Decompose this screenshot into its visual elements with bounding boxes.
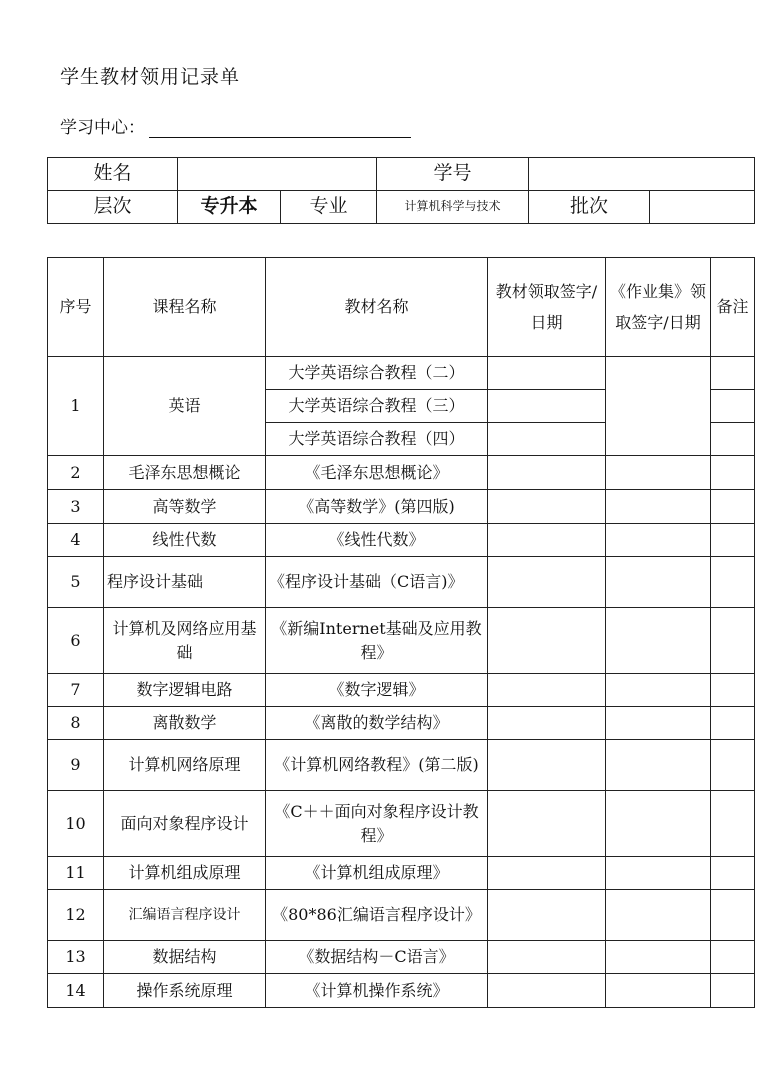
homework-sign-cell[interactable] <box>606 674 711 707</box>
header-note: 备注 <box>711 258 755 357</box>
course-name: 计算机及网络应用基础 <box>104 608 266 674</box>
textbook-sign-cell[interactable] <box>488 791 606 857</box>
course-name: 面向对象程序设计 <box>104 791 266 857</box>
course-name: 离散数学 <box>104 707 266 740</box>
course-name: 计算机组成原理 <box>104 857 266 890</box>
table-row <box>48 857 755 890</box>
course-name: 汇编语言程序设计 <box>104 890 266 941</box>
major-value: 计算机科学与技术 <box>377 191 529 224</box>
homework-sign-cell[interactable] <box>606 974 711 1008</box>
note-cell[interactable] <box>711 390 755 423</box>
header-course: 课程名称 <box>104 258 266 357</box>
textbook-sign-cell[interactable] <box>488 941 606 974</box>
name-value[interactable] <box>178 158 377 191</box>
table-row <box>48 791 755 857</box>
homework-sign-cell[interactable] <box>606 890 711 941</box>
textbook-name: 大学英语综合教程（二） <box>266 357 488 390</box>
row-number: 10 <box>48 791 104 857</box>
textbook-name: 《新编Internet基础及应用教程》 <box>266 608 488 674</box>
table-row <box>48 707 755 740</box>
row-number: 11 <box>48 857 104 890</box>
row-number: 9 <box>48 740 104 791</box>
course-name: 数据结构 <box>104 941 266 974</box>
note-cell[interactable] <box>711 791 755 857</box>
level-value: 专升本 <box>178 191 281 224</box>
row-number: 8 <box>48 707 104 740</box>
course-name: 线性代数 <box>104 524 266 557</box>
textbook-record-table <box>47 257 755 1008</box>
textbook-name: 《计算机操作系统》 <box>266 974 488 1008</box>
textbook-name: 《C＋＋面向对象程序设计教程》 <box>266 791 488 857</box>
homework-sign-cell[interactable] <box>606 740 711 791</box>
homework-sign-cell[interactable] <box>606 490 711 524</box>
homework-sign-cell[interactable] <box>606 857 711 890</box>
textbook-sign-cell[interactable] <box>488 857 606 890</box>
textbook-name: 《离散的数学结构》 <box>266 707 488 740</box>
page-title: 学生教材领用记录单 <box>60 66 241 88</box>
textbook-sign-cell[interactable] <box>488 423 606 456</box>
level-label: 层次 <box>48 191 178 224</box>
textbook-sign-cell[interactable] <box>488 490 606 524</box>
row-number: 3 <box>48 490 104 524</box>
row-number: 4 <box>48 524 104 557</box>
homework-sign-cell[interactable] <box>606 608 711 674</box>
table-row <box>48 608 755 674</box>
row-number: 14 <box>48 974 104 1008</box>
note-cell[interactable] <box>711 490 755 524</box>
textbook-name: 《80*86汇编语言程序设计》 <box>266 890 488 941</box>
learning-center-blank[interactable] <box>149 117 411 138</box>
note-cell[interactable] <box>711 456 755 490</box>
row-number: 13 <box>48 941 104 974</box>
textbook-sign-cell[interactable] <box>488 740 606 791</box>
note-cell[interactable] <box>711 941 755 974</box>
homework-sign-cell[interactable] <box>606 791 711 857</box>
row-number: 1 <box>48 357 104 456</box>
batch-value[interactable] <box>650 191 755 224</box>
name-label: 姓名 <box>48 158 178 191</box>
row-number: 2 <box>48 456 104 490</box>
homework-sign-cell[interactable] <box>606 941 711 974</box>
table-row <box>48 674 755 707</box>
course-name: 操作系统原理 <box>104 974 266 1008</box>
note-cell[interactable] <box>711 357 755 390</box>
textbook-sign-cell[interactable] <box>488 890 606 941</box>
textbook-name: 大学英语综合教程（四） <box>266 423 488 456</box>
textbook-name: 《数字逻辑》 <box>266 674 488 707</box>
note-cell[interactable] <box>711 524 755 557</box>
textbook-name: 《程序设计基础（C语言)》 <box>266 557 488 608</box>
table-row <box>48 941 755 974</box>
course-name: 计算机网络原理 <box>104 740 266 791</box>
textbook-sign-cell[interactable] <box>488 524 606 557</box>
header-book: 教材名称 <box>266 258 488 357</box>
student-info-table <box>47 157 755 224</box>
course-name: 毛泽东思想概论 <box>104 456 266 490</box>
textbook-name: 《线性代数》 <box>266 524 488 557</box>
table-row <box>48 974 755 1008</box>
row-number: 5 <box>48 557 104 608</box>
note-cell[interactable] <box>711 423 755 456</box>
homework-sign-cell[interactable] <box>606 456 711 490</box>
header-homework-sign: 《作业集》领取签字/日期 <box>606 258 711 357</box>
student-id-value[interactable] <box>529 158 755 191</box>
note-cell[interactable] <box>711 857 755 890</box>
note-cell[interactable] <box>711 740 755 791</box>
textbook-sign-cell[interactable] <box>488 456 606 490</box>
table-row <box>48 557 755 608</box>
course-name: 程序设计基础 <box>104 557 266 608</box>
learning-center-label: 学习中心： <box>60 118 145 138</box>
course-name: 高等数学 <box>104 490 266 524</box>
course-name: 英语 <box>104 357 266 456</box>
textbook-sign-cell[interactable] <box>488 557 606 608</box>
textbook-name: 《数据结构－C语言》 <box>266 941 488 974</box>
table-row <box>48 490 755 524</box>
row-number: 7 <box>48 674 104 707</box>
learning-center-line <box>60 113 411 138</box>
textbook-name: 《毛泽东思想概论》 <box>266 456 488 490</box>
table-row <box>48 740 755 791</box>
textbook-name: 《计算机网络教程》(第二版) <box>266 740 488 791</box>
table-row <box>48 524 755 557</box>
note-cell[interactable] <box>711 707 755 740</box>
textbook-name: 《计算机组成原理》 <box>266 857 488 890</box>
textbook-sign-cell[interactable] <box>488 357 606 390</box>
textbook-name: 《高等数学》(第四版) <box>266 490 488 524</box>
textbook-sign-cell[interactable] <box>488 674 606 707</box>
homework-sign-cell[interactable] <box>606 524 711 557</box>
homework-sign-cell[interactable] <box>606 357 711 456</box>
header-book-sign: 教材领取签字/日期 <box>488 258 606 357</box>
header-row <box>48 258 755 357</box>
table-row <box>48 890 755 941</box>
note-cell[interactable] <box>711 608 755 674</box>
row-number: 6 <box>48 608 104 674</box>
batch-label: 批次 <box>529 191 650 224</box>
homework-sign-cell[interactable] <box>606 557 711 608</box>
textbook-sign-cell[interactable] <box>488 390 606 423</box>
student-id-label: 学号 <box>377 158 529 191</box>
table-row <box>48 456 755 490</box>
note-cell[interactable] <box>711 674 755 707</box>
textbook-sign-cell[interactable] <box>488 707 606 740</box>
note-cell[interactable] <box>711 890 755 941</box>
textbook-sign-cell[interactable] <box>488 974 606 1008</box>
textbook-sign-cell[interactable] <box>488 608 606 674</box>
header-seq: 序号 <box>48 258 104 357</box>
note-cell[interactable] <box>711 974 755 1008</box>
major-label: 专业 <box>281 191 377 224</box>
note-cell[interactable] <box>711 557 755 608</box>
row-number: 12 <box>48 890 104 941</box>
textbook-name: 大学英语综合教程（三） <box>266 390 488 423</box>
course-name: 数字逻辑电路 <box>104 674 266 707</box>
homework-sign-cell[interactable] <box>606 707 711 740</box>
table-row <box>48 357 755 390</box>
